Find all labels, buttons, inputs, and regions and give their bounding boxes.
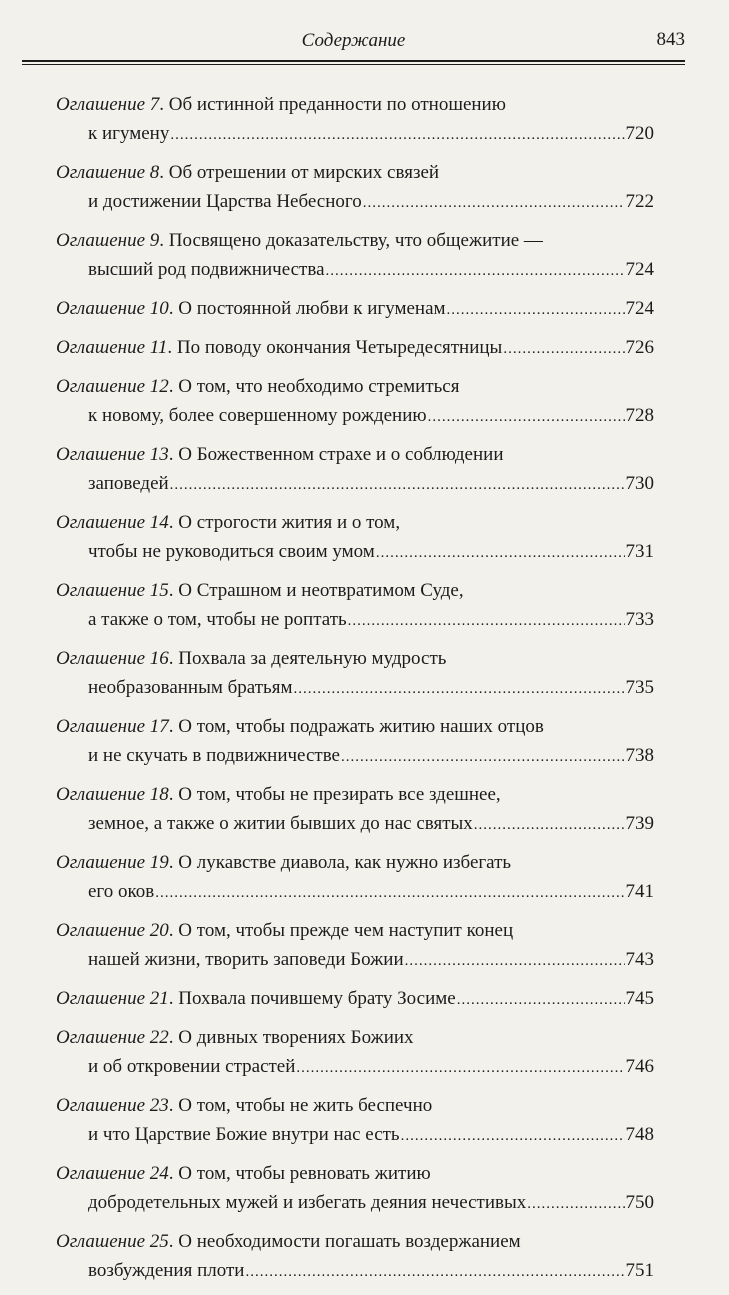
toc-entry-title: . О дивных творениях Божиих <box>168 1027 414 1048</box>
toc-entry-second-line <box>56 537 654 568</box>
toc-entry-title-continued: земное, а также о житии бывших до нас святых <box>88 813 473 834</box>
toc-entry-label: Оглашение 21 <box>56 988 169 1009</box>
toc-entry-label: Оглашение 19 <box>56 852 169 873</box>
toc-entry-label: Оглашение 8 <box>56 162 160 183</box>
dot-leader <box>363 189 625 218</box>
dot-leader <box>457 986 625 1015</box>
toc-entry-label: Оглашение 9 <box>56 230 160 251</box>
toc-entry-first-line <box>56 158 654 187</box>
toc-entry-first-line <box>56 440 654 469</box>
toc-entry-title-continued: добродетельных мужей и избегать деяния нечестивых <box>88 1192 527 1213</box>
dot-leader <box>503 335 624 364</box>
dot-leader <box>474 811 625 840</box>
toc-entry-title: . О том, чтобы подражать житию наших отцов <box>168 716 544 737</box>
toc-entry-page: 726 <box>625 337 654 358</box>
toc-entry-page: 739 <box>625 813 654 834</box>
toc-entry-label: Оглашение 12 <box>56 376 169 397</box>
toc-entry-first-line <box>56 848 654 877</box>
toc-entry-page: 724 <box>625 259 654 280</box>
toc-entry-first-line <box>56 333 654 364</box>
toc-entry-second-line <box>56 469 654 500</box>
toc-entry-title-continued: его оков <box>88 881 155 902</box>
toc-entry <box>56 848 654 908</box>
toc-entry-label: Оглашение 15 <box>56 580 169 601</box>
toc-entry-title-continued: и не скучать в подвижничестве <box>88 745 340 766</box>
toc-entry-first-line <box>56 90 654 119</box>
toc-entry-title-continued: необразованным братьям <box>88 677 293 698</box>
toc-entry-second-line <box>56 119 654 150</box>
toc-entry-title: . О лукавстве диавола, как нужно избегать <box>168 852 512 873</box>
toc-entry-first-line <box>56 780 654 809</box>
toc-entry-title: . О необходимости погашать воздержанием <box>168 1231 521 1252</box>
toc-entry-first-line <box>56 1023 654 1052</box>
toc-entry-first-line <box>56 984 654 1015</box>
running-header <box>22 22 685 62</box>
toc-entry-page: 746 <box>625 1056 654 1077</box>
toc-entry-page: 730 <box>625 473 654 494</box>
dot-leader <box>428 403 625 432</box>
toc-entry-second-line <box>56 187 654 218</box>
toc-entry-second-line <box>56 1188 654 1219</box>
toc-entry <box>56 712 654 772</box>
toc-entry-first-line <box>56 1227 654 1256</box>
toc-entry-page: 741 <box>625 881 654 902</box>
toc-entry-title: . О том, чтобы не презирать все здешнее, <box>168 784 501 805</box>
toc-entry-label: Оглашение 17 <box>56 716 169 737</box>
toc-entry-title-continued: возбуждения плоти <box>88 1260 245 1281</box>
toc-entry-first-line <box>56 1159 654 1188</box>
toc-entry-label: Оглашение 14 <box>56 512 169 533</box>
toc-entry-first-line <box>56 508 654 537</box>
toc-entry-label: Оглашение 7 <box>56 94 160 115</box>
toc-entry-second-line <box>56 401 654 432</box>
toc-entry-page: 738 <box>625 745 654 766</box>
toc-entry <box>56 1227 654 1287</box>
toc-entry-second-line <box>56 877 654 908</box>
toc-entry <box>56 1023 654 1083</box>
toc-entry-first-line <box>56 226 654 255</box>
toc-entry-page: 748 <box>625 1124 654 1145</box>
toc-entry-label: Оглашение 18 <box>56 784 169 805</box>
toc-entry-second-line <box>56 1052 654 1083</box>
header-rule-thick <box>22 60 685 62</box>
toc-entry <box>56 984 654 1015</box>
toc-entry-title-continued: к новому, более совершенному рождению <box>88 405 427 426</box>
toc-entry-label: Оглашение 10 <box>56 298 169 319</box>
toc-entry-first-line <box>56 916 654 945</box>
toc-entry-page: 751 <box>625 1260 654 1281</box>
dot-leader <box>326 257 625 286</box>
dot-leader <box>348 607 625 636</box>
toc-entry-title-continued: и достижении Царства Небесного <box>88 191 362 212</box>
dot-leader <box>155 879 624 908</box>
toc-entry-second-line <box>56 673 654 704</box>
toc-entry-label: Оглашение 20 <box>56 920 169 941</box>
toc-entry-first-line <box>56 1091 654 1120</box>
toc-entry-page: 728 <box>625 405 654 426</box>
toc-entry-title-continued: чтобы не руководиться своим умом <box>88 541 375 562</box>
toc-entry-title: . О том, чтобы не жить беспечно <box>168 1095 433 1116</box>
header-page-number: 843 <box>656 29 685 50</box>
toc-entry-page: 735 <box>625 677 654 698</box>
toc-entry-title-continued: к игумену <box>88 123 170 144</box>
toc-entry-label: Оглашение 16 <box>56 648 169 669</box>
dot-leader <box>401 1122 625 1151</box>
toc-entry <box>56 576 654 636</box>
header-rule-thin <box>22 64 685 65</box>
toc-entry-label: Оглашение 11 <box>56 337 168 358</box>
toc-entry <box>56 644 654 704</box>
toc-entry-title: . Об отрешении от мирских связей <box>159 162 440 183</box>
dot-leader <box>170 471 625 500</box>
toc-entry-title: . О том, чтобы ревновать житию <box>168 1163 431 1184</box>
toc-entry-label: Оглашение 25 <box>56 1231 169 1252</box>
toc-entry-title-continued: высший род подвижничества <box>88 259 325 280</box>
dot-leader <box>170 121 624 150</box>
toc-entry <box>56 1091 654 1151</box>
toc-entry-title: . Похвала за деятельную мудрость <box>168 648 447 669</box>
toc-entry <box>56 226 654 286</box>
toc-entry-label: Оглашение 22 <box>56 1027 169 1048</box>
dot-leader <box>293 675 624 704</box>
toc-entry-page: 733 <box>625 609 654 630</box>
toc-entry-title: . О Божественном страхе и о соблюдении <box>168 444 504 465</box>
toc-entry <box>56 780 654 840</box>
toc-entry-second-line <box>56 605 654 636</box>
toc-entry-label: Оглашение 24 <box>56 1163 169 1184</box>
dot-leader <box>341 743 625 772</box>
toc-entry-page: 722 <box>625 191 654 212</box>
toc-entry <box>56 1159 654 1219</box>
toc-entry-first-line <box>56 294 654 325</box>
toc-entry-page: 745 <box>625 988 654 1009</box>
toc-entry <box>56 294 654 325</box>
header-title: Содержание <box>301 30 406 51</box>
toc-entry <box>56 916 654 976</box>
toc-entry-page: 720 <box>625 123 654 144</box>
dot-leader <box>527 1190 624 1219</box>
toc-entry-title: . По поводу окончания Четыредесятницы <box>167 337 503 358</box>
toc-entry-first-line <box>56 576 654 605</box>
toc-entry-page: 731 <box>625 541 654 562</box>
toc-entry-second-line <box>56 1256 654 1287</box>
toc-entry-first-line <box>56 372 654 401</box>
table-of-contents <box>56 90 654 1295</box>
toc-entry-title: . Об истинной преданности по отношению <box>159 94 506 115</box>
toc-entry-title-continued: заповедей <box>88 473 169 494</box>
toc-entry <box>56 158 654 218</box>
toc-entry-second-line <box>56 945 654 976</box>
toc-entry-title-continued: нашей жизни, творить заповеди Божии <box>88 949 404 970</box>
toc-entry-title: . О том, что необходимо стремиться <box>168 376 460 397</box>
toc-entry-title: . О строгости жития и о том, <box>168 512 401 533</box>
toc-entry-page: 743 <box>625 949 654 970</box>
dot-leader <box>447 296 625 325</box>
toc-entry <box>56 508 654 568</box>
toc-entry-label: Оглашение 23 <box>56 1095 169 1116</box>
toc-entry-title: . Посвящено доказательству, что общежитие — <box>159 230 543 251</box>
toc-entry-page: 750 <box>625 1192 654 1213</box>
toc-entry-first-line <box>56 644 654 673</box>
toc-entry-page: 724 <box>625 298 654 319</box>
toc-entry-label: Оглашение 13 <box>56 444 169 465</box>
toc-entry <box>56 90 654 150</box>
dot-leader <box>245 1258 624 1287</box>
toc-entry-title: . О постоянной любви к игуменам <box>168 298 446 319</box>
toc-entry-first-line <box>56 712 654 741</box>
toc-entry-title-continued: и об откровении страстей <box>88 1056 296 1077</box>
toc-entry-second-line <box>56 809 654 840</box>
toc-entry-second-line <box>56 255 654 286</box>
toc-entry <box>56 440 654 500</box>
dot-leader <box>296 1054 624 1083</box>
toc-entry-title: . О Страшном и неотвратимом Суде, <box>168 580 464 601</box>
dot-leader <box>376 539 625 568</box>
toc-entry-title-continued: и что Царствие Божие внутри нас есть <box>88 1124 400 1145</box>
dot-leader <box>405 947 625 976</box>
toc-entry <box>56 372 654 432</box>
toc-entry-second-line <box>56 741 654 772</box>
toc-entry-title: . О том, чтобы прежде чем наступит конец <box>168 920 514 941</box>
toc-entry-title-continued: а также о том, чтобы не роптать <box>88 609 347 630</box>
toc-entry-title: . Похвала почившему брату Зосиме <box>168 988 456 1009</box>
toc-entry <box>56 333 654 364</box>
toc-entry-second-line <box>56 1120 654 1151</box>
